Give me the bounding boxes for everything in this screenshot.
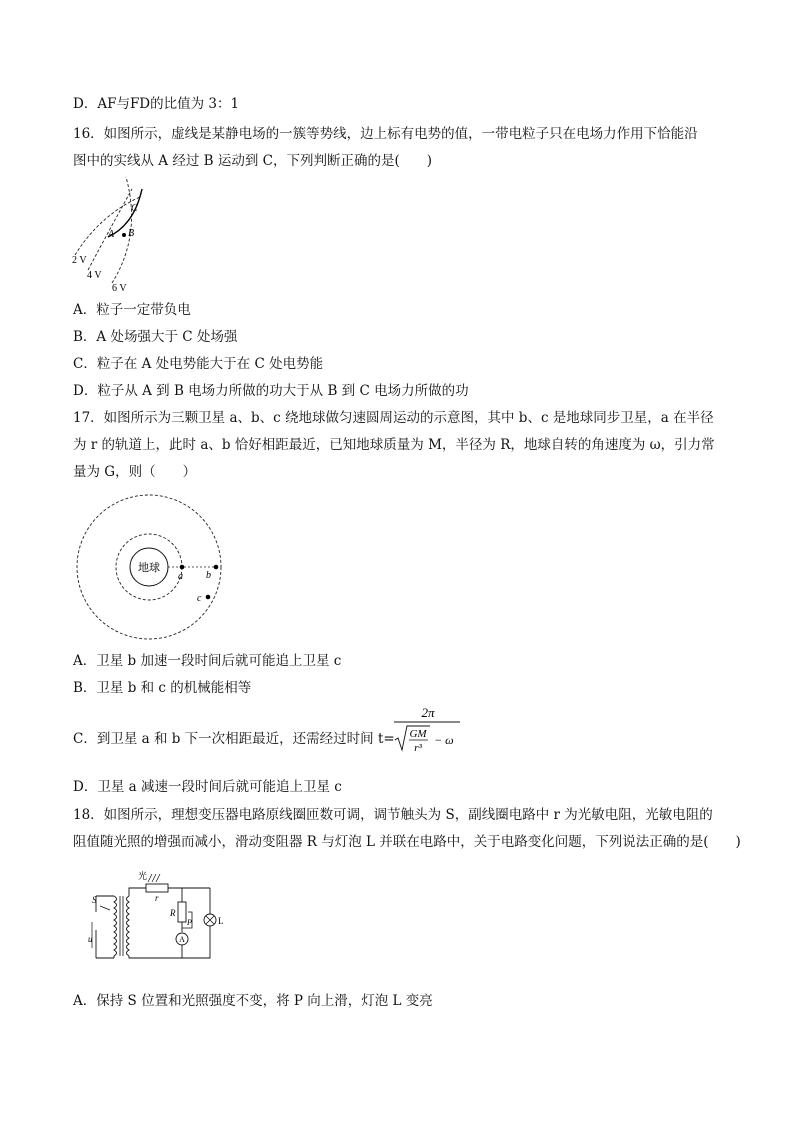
label-p: P <box>187 918 192 927</box>
label-rheostat: R <box>170 908 176 918</box>
q18-stem-line2: 阻值随光照的增强而减小，滑动变阻器 R 与灯泡 L 并联在电路中，关于电路变化问题，下列说法正确的是( ) <box>73 834 741 850</box>
q17-stem-line1: 17．如图所示为三颗卫星 a、b、c 绕地球做匀速圆周运动的示意图，其中 b、c 是地球同步卫星，a 在半径 <box>73 410 714 426</box>
q16-stem-line2: 图中的实线从 A 经过 B 运动到 C，下列判断正确的是( ) <box>73 153 432 169</box>
secondary-wire-top <box>129 888 146 896</box>
label-r: r <box>155 893 159 903</box>
label-b: b <box>206 570 211 581</box>
q16-option-d: D．粒子从 A 到 B 电场力所做的功大于从 B 到 C 电场力所做的功 <box>73 383 469 399</box>
q17-option-c-text: C．到卫星 a 和 b 下一次相距最近，还需经过时间 t= <box>73 731 395 747</box>
light-ray-1 <box>148 874 152 882</box>
q17-stem-line3: 量为 G，则（ ） <box>73 464 197 480</box>
label-light: 光 <box>138 871 148 881</box>
light-ray-3 <box>156 874 160 882</box>
q17-option-c-formula <box>392 704 462 752</box>
photoresistor-r <box>146 884 168 892</box>
formula-tail: − ω <box>434 733 454 747</box>
q16-option-c: C．粒子在 A 处电势能大于在 C 处电势能 <box>73 356 324 372</box>
q17-option-a: A．卫星 b 加速一段时间后就可能追上卫星 c <box>73 653 342 669</box>
q17-satellite-orbits-figure <box>70 490 230 650</box>
label-a: a <box>178 571 183 582</box>
label-s: S <box>92 895 97 905</box>
q16-option-a: A．粒子一定带负电 <box>73 302 191 318</box>
label-u: u <box>88 934 93 944</box>
q18-option-a: A．保持 S 位置和光照强度不变，将 P 向上滑，灯泡 L 变亮 <box>73 993 433 1009</box>
secondary-wire-loop <box>129 888 210 958</box>
rheostat-r <box>178 902 186 922</box>
label-6v: 6 V <box>112 283 127 294</box>
label-c: c <box>197 593 202 604</box>
q17-stem-line2: 为 r 的轨道上，此时 a、b 恰好相距最近，已知地球质量为 M，半径为 R，地球自转的角速度为 ω，引力常 <box>73 437 715 453</box>
q18-stem-line1: 18．如图所示，理想变压器电路原线圈匝数可调，调节触头为 S，副线圈电路中 r 为光敏电阻，光敏电阻的 <box>73 807 713 823</box>
satellite-c <box>206 595 211 600</box>
label-b: B <box>128 228 135 239</box>
satellite-a <box>180 565 185 570</box>
label-4v: 4 V <box>87 270 102 281</box>
q18-transformer-circuit-figure <box>88 868 238 968</box>
light-ray-2 <box>152 874 156 882</box>
q15-option-d: D．AF与FD的比值为 3：1 <box>73 96 240 112</box>
q17-option-d: D．卫星 a 减速一段时间后就可能追上卫星 c <box>73 779 342 795</box>
formula-numerator: 2π <box>421 705 435 720</box>
label-c: C <box>131 203 138 214</box>
label-ammeter: A <box>179 935 185 944</box>
slider-s <box>100 906 110 910</box>
label-2v: 2 V <box>72 255 87 266</box>
primary-coil <box>114 896 117 958</box>
point-b-dot <box>122 233 126 237</box>
sqrt-denominator: r³ <box>414 742 422 752</box>
earth-label: 地球 <box>138 562 160 574</box>
satellite-b <box>214 565 219 570</box>
q16-equipotential-figure <box>70 175 160 295</box>
sqrt-numerator: GM <box>409 728 427 740</box>
q16-stem-line1: 16．如图所示，虚线是某静电场的一簇等势线，边上标有电势的值，一带电粒子只在电场力作用下恰能沿 <box>73 126 698 142</box>
secondary-coil <box>127 896 130 956</box>
q16-option-b: B．A 处场强大于 C 处场强 <box>73 329 238 345</box>
label-a: A <box>108 229 115 240</box>
label-lamp: L <box>218 916 224 926</box>
q17-option-b: B．卫星 b 和 c 的机械能相等 <box>73 680 252 696</box>
